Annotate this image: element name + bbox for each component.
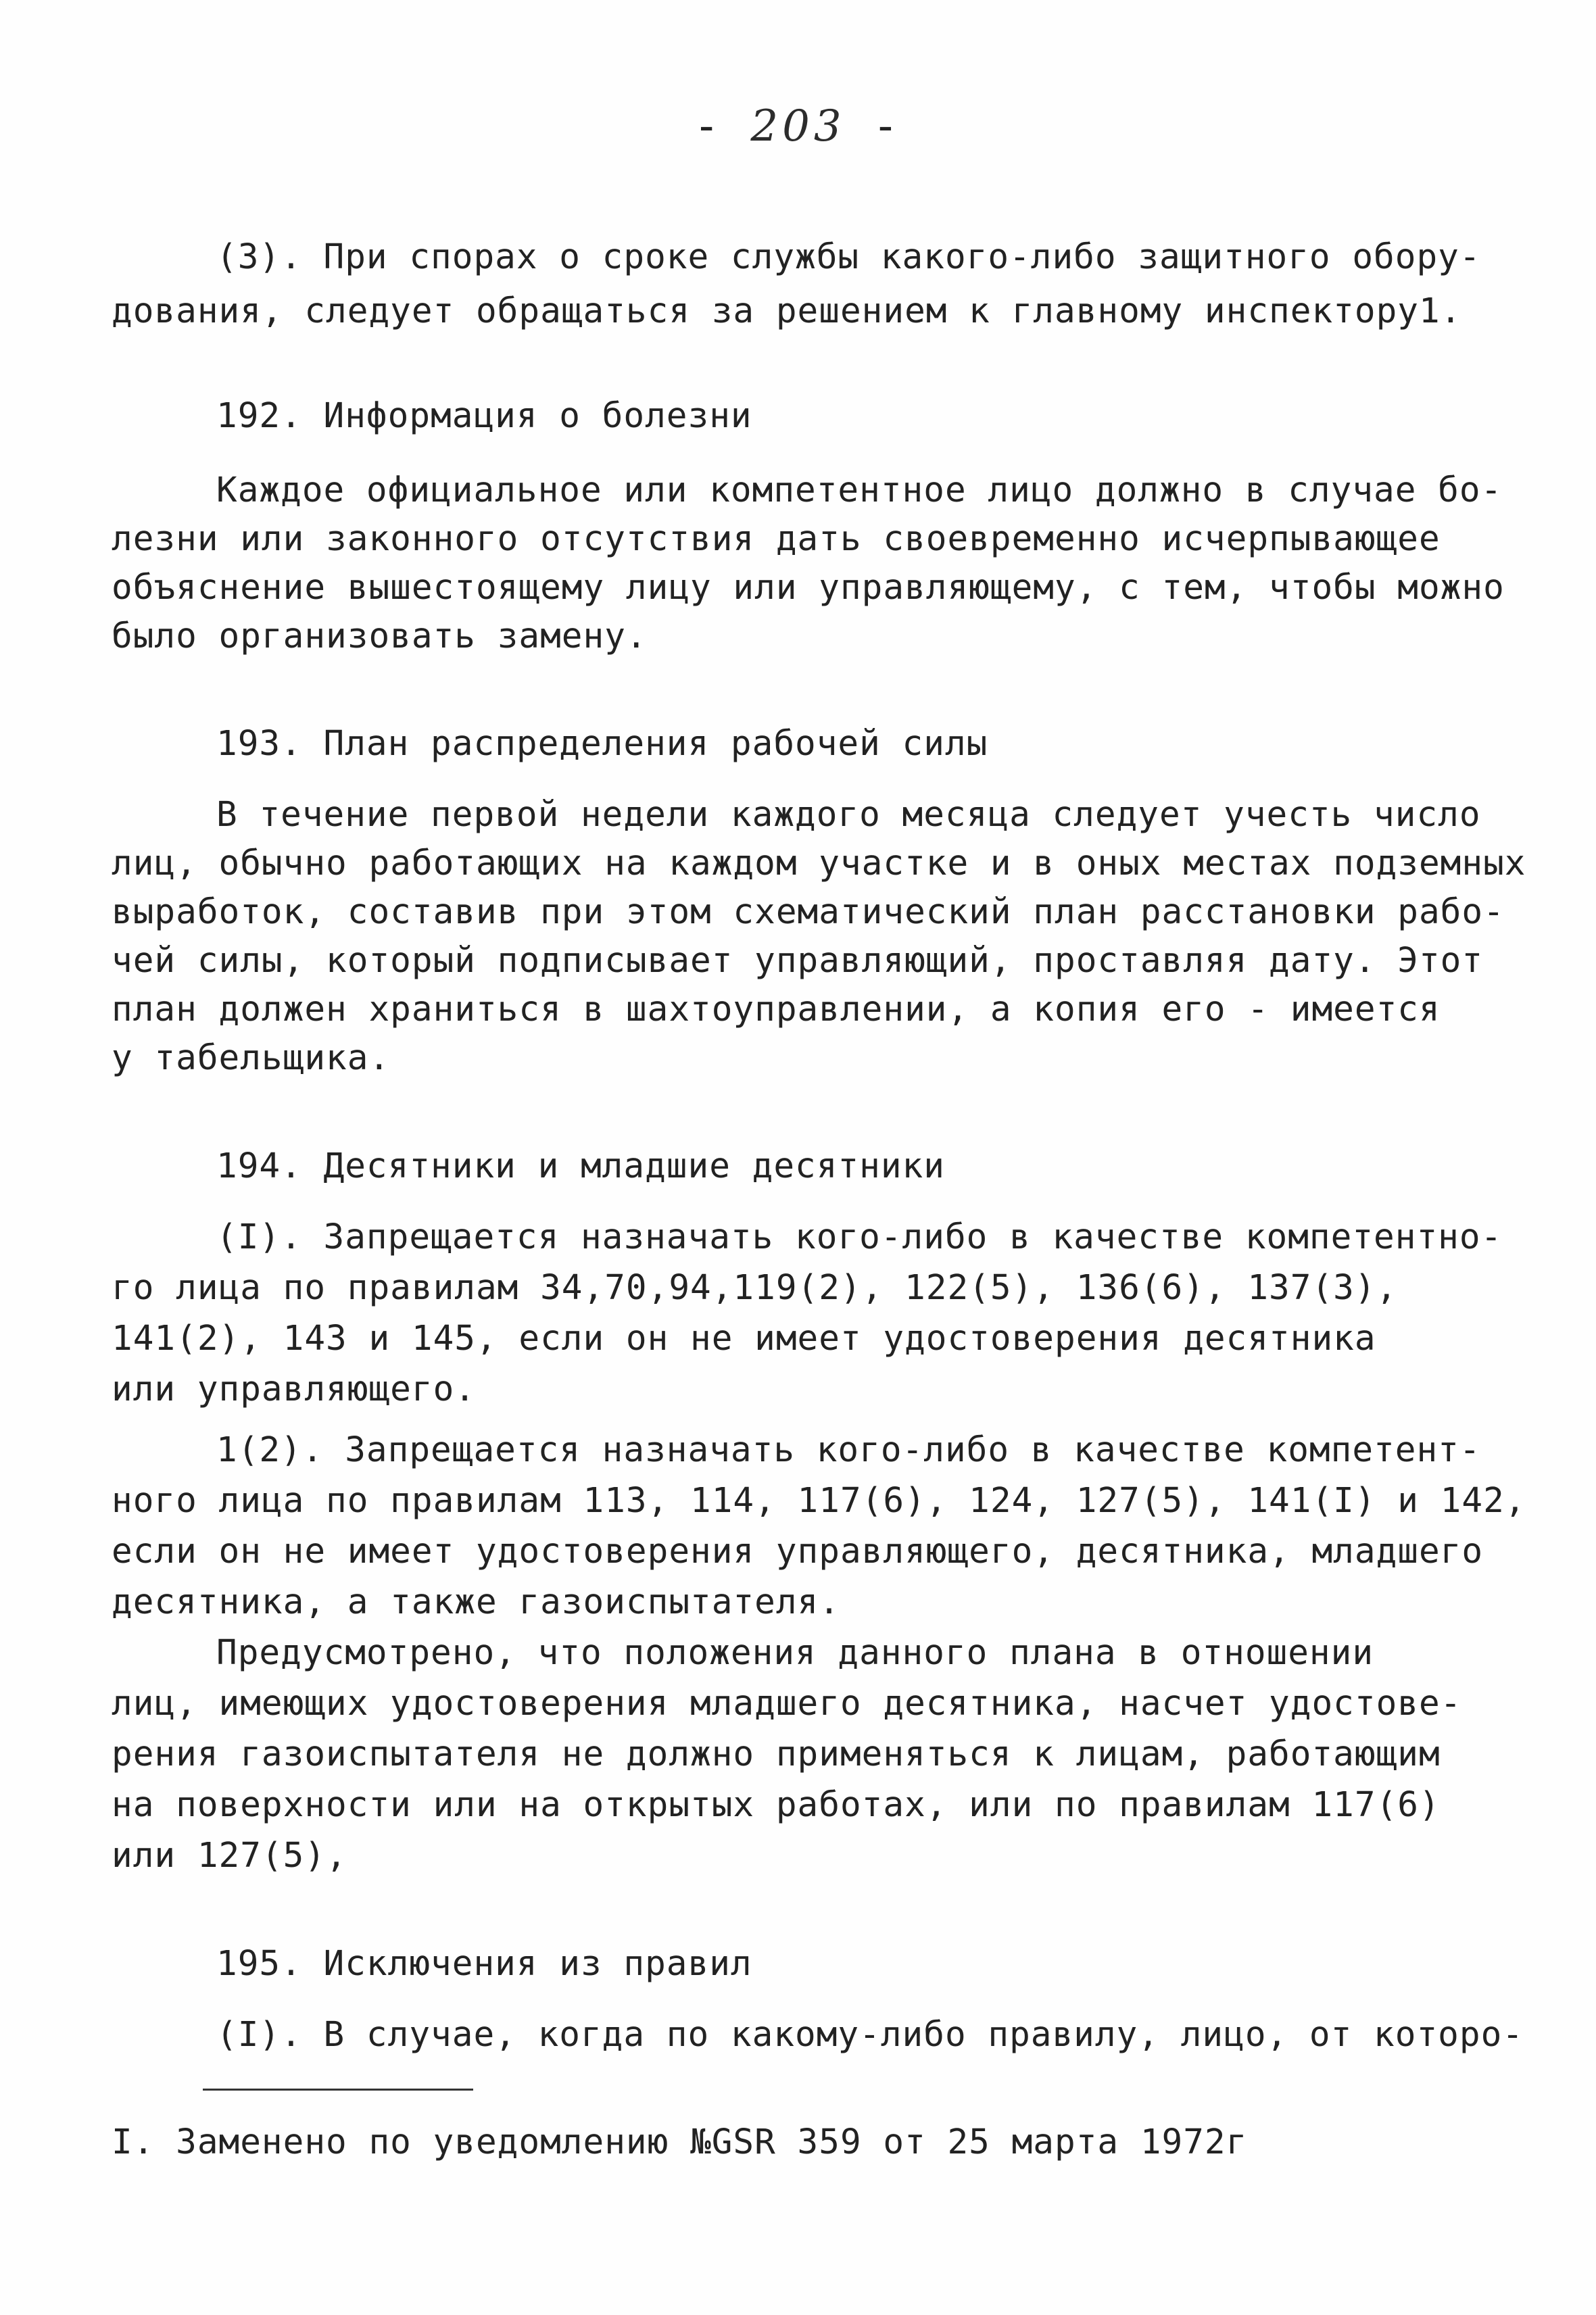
- header-dash-left: -: [693, 101, 724, 151]
- paragraph-line: го лица по правилам 34,70,94,119(2), 122(5), 136(6), 137(3),: [112, 1268, 1398, 1308]
- section-heading: 194. Десятники и младшие десятники: [216, 1146, 945, 1186]
- paragraph-line: лиц, обычно работающих на каждом участке и в оных местах подземных: [112, 844, 1526, 883]
- paragraph-line: Каждое официальное или компетентное лицо должно в случае бо-: [216, 470, 1503, 510]
- paragraph-line: (I). Запрещается назначать кого-либо в качестве компетентно-: [216, 1217, 1503, 1257]
- paragraph-line: выработок, составив при этом схематический план расстановки рабо-: [112, 892, 1505, 932]
- paragraph-line: 1(2). Запрещается назначать кого-либо в качестве компетент-: [216, 1430, 1481, 1470]
- page-number: 203: [750, 101, 846, 151]
- paragraph-line: чей силы, который подписывает управляющий, проставляя дату. Этот: [112, 941, 1484, 981]
- paragraph-line: у табельщика.: [112, 1038, 391, 1078]
- paragraph-line: лиц, имеющих удостоверения младшего десятника, насчет удостове-: [112, 1684, 1462, 1724]
- paragraph-line: (I). В случае, когда по какому-либо правилу, лицо, от которо-: [216, 2015, 1524, 2055]
- section-heading: 193. План распределения рабочей силы: [216, 724, 988, 764]
- paragraph-line: ного лица по правилам 113, 114, 117(6), 124, 127(5), 141(I) и 142,: [112, 1481, 1526, 1521]
- paragraph-line: план должен храниться в шахтоуправлении, а копия его - имеется: [112, 990, 1441, 1029]
- paragraph-line: 141(2), 143 и 145, если он не имеет удостоверения десятника: [112, 1319, 1376, 1359]
- paragraph-line: если он не имеет удостоверения управляющего, десятника, младшего: [112, 1532, 1484, 1571]
- page-header: [0, 101, 1596, 151]
- footnote: I. Заменено по уведомлению №GSR 359 от 25 марта 1972г: [112, 2122, 1248, 2162]
- paragraph-line: Предусмотрено, что положения данного плана в отношении: [216, 1633, 1374, 1673]
- header-dash-right: -: [872, 101, 903, 151]
- paragraph-line: объяснение вышестоящему лицу или управляющему, с тем, чтобы можно: [112, 568, 1505, 608]
- paragraph-line: десятника, а также газоиспытателя.: [112, 1582, 840, 1622]
- footnote-divider: [203, 2089, 473, 2091]
- section-heading: 192. Информация о болезни: [216, 396, 752, 436]
- paragraph-line: было организовать замену.: [112, 616, 648, 656]
- paragraph-line: или 127(5),: [112, 1836, 347, 1876]
- paragraph-line: на поверхности или на открытых работах, или по правилам 117(6): [112, 1785, 1441, 1825]
- paragraph-line: рения газоиспытателя не должно применяться к лицам, работающим: [112, 1734, 1441, 1774]
- paragraph-line: лезни или законного отсутствия дать своевременно исчерпывающее: [112, 519, 1441, 559]
- paragraph-line: (3). При спорах о сроке службы какого-либо защитного обору-: [216, 237, 1481, 277]
- paragraph-line: или управляющего.: [112, 1369, 476, 1409]
- paragraph-line: В течение первой недели каждого месяца следует учесть число: [216, 795, 1481, 835]
- paragraph-line: дования, следует обращаться за решением к главному инспектору1.: [112, 291, 1462, 331]
- section-heading: 195. Исключения из правил: [216, 1944, 752, 1984]
